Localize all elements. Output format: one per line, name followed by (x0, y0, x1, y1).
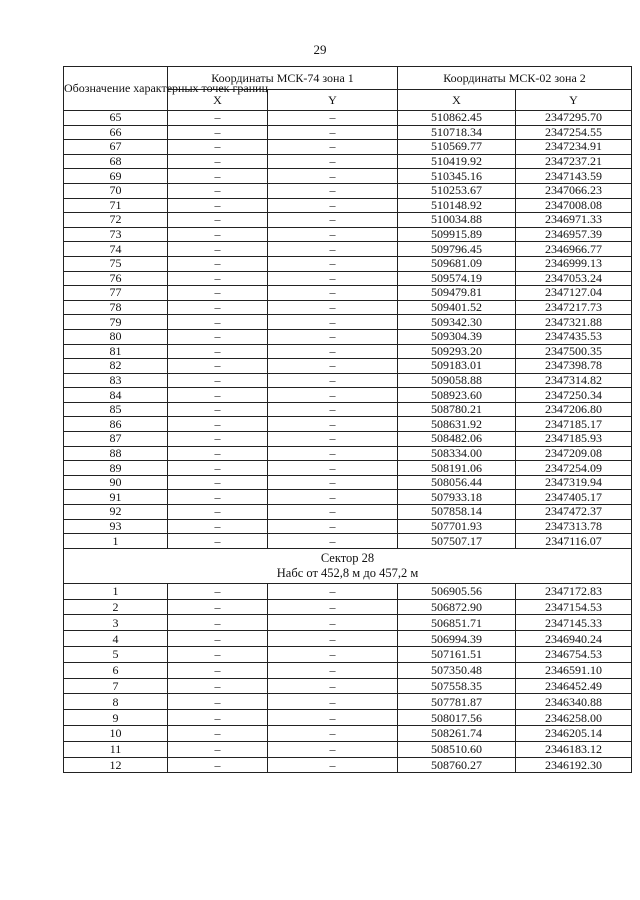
msk74-x-cell: – (168, 213, 268, 228)
msk74-x-cell: – (168, 198, 268, 213)
msk02-y-cell: 2347472.37 (516, 505, 632, 520)
point-cell: 66 (64, 125, 168, 140)
msk74-x-cell: – (168, 490, 268, 505)
msk74-y-cell: – (268, 678, 398, 694)
msk74-x-cell: – (168, 678, 268, 694)
point-cell: 1 (64, 534, 168, 549)
msk74-y-cell: – (268, 402, 398, 417)
point-cell: 92 (64, 505, 168, 520)
point-cell: 87 (64, 432, 168, 447)
point-cell: 6 (64, 662, 168, 678)
msk74-x-cell: – (168, 694, 268, 710)
msk02-y-cell: 2346999.13 (516, 256, 632, 271)
msk74-x-cell: – (168, 344, 268, 359)
msk74-y-cell: – (268, 694, 398, 710)
msk02-y-cell: 2347398.78 (516, 359, 632, 374)
msk02-y-cell: 2347254.55 (516, 125, 632, 140)
msk74-x-cell: – (168, 710, 268, 726)
msk02-x-cell: 510862.45 (398, 111, 516, 126)
msk74-y-cell: – (268, 741, 398, 757)
table-row (64, 647, 632, 663)
table-row (64, 154, 632, 169)
msk74-x-cell: – (168, 446, 268, 461)
msk02-x-cell: 508017.56 (398, 710, 516, 726)
msk74-x-cell: – (168, 662, 268, 678)
table-body-sector-28 (64, 583, 632, 773)
msk74-y-cell: – (268, 432, 398, 447)
msk02-y-cell: 2347053.24 (516, 271, 632, 286)
table-row (64, 505, 632, 520)
table-row (64, 534, 632, 549)
point-cell: 67 (64, 140, 168, 155)
msk02-y-cell: 2347314.82 (516, 373, 632, 388)
point-cell: 5 (64, 647, 168, 663)
msk02-x-cell: 508510.60 (398, 741, 516, 757)
point-cell: 85 (64, 402, 168, 417)
table-row (64, 271, 632, 286)
msk74-x-cell: – (168, 373, 268, 388)
point-cell: 80 (64, 329, 168, 344)
msk02-y-cell: 2347145.33 (516, 615, 632, 631)
header-msk74-x: X (168, 90, 268, 111)
msk02-y-cell: 2346754.53 (516, 647, 632, 663)
msk74-x-cell: – (168, 647, 268, 663)
point-cell: 72 (64, 213, 168, 228)
msk02-y-cell: 2347185.93 (516, 432, 632, 447)
sector-subtitle: Набс от 452,8 м до 457,2 м (276, 565, 419, 580)
msk74-y-cell: – (268, 242, 398, 257)
msk74-x-cell: – (168, 725, 268, 741)
msk74-x-cell: – (168, 286, 268, 301)
msk02-x-cell: 509342.30 (398, 315, 516, 330)
msk02-y-cell: 2347321.88 (516, 315, 632, 330)
msk74-x-cell: – (168, 631, 268, 647)
table-row (64, 461, 632, 476)
msk02-y-cell: 2346205.14 (516, 725, 632, 741)
msk74-y-cell: – (268, 631, 398, 647)
msk74-x-cell: – (168, 388, 268, 403)
sector-header (64, 548, 632, 583)
msk02-y-cell: 2347066.23 (516, 183, 632, 198)
msk02-x-cell: 510345.16 (398, 169, 516, 184)
msk74-y-cell: – (268, 725, 398, 741)
point-cell: 83 (64, 373, 168, 388)
msk02-x-cell: 509304.39 (398, 329, 516, 344)
point-cell: 7 (64, 678, 168, 694)
msk02-y-cell: 2347217.73 (516, 300, 632, 315)
point-cell: 68 (64, 154, 168, 169)
point-cell: 4 (64, 631, 168, 647)
table-body-section-a (64, 111, 632, 549)
msk02-y-cell: 2346258.00 (516, 710, 632, 726)
msk02-y-cell: 2346340.88 (516, 694, 632, 710)
header-msk02-zone2: Координаты МСК-02 зона 2 (398, 67, 632, 90)
msk74-y-cell: – (268, 140, 398, 155)
msk74-x-cell: – (168, 242, 268, 257)
msk02-y-cell: 2347127.04 (516, 286, 632, 301)
msk74-y-cell: – (268, 227, 398, 242)
msk74-y-cell: – (268, 388, 398, 403)
msk02-x-cell: 508923.60 (398, 388, 516, 403)
msk74-x-cell: – (168, 461, 268, 476)
msk74-y-cell: – (268, 662, 398, 678)
point-cell: 11 (64, 741, 168, 757)
table-row (64, 725, 632, 741)
msk74-y-cell: – (268, 359, 398, 374)
msk02-x-cell: 508760.27 (398, 757, 516, 773)
sector-title: Сектор 28 (320, 550, 375, 565)
msk02-y-cell: 2346971.33 (516, 213, 632, 228)
point-cell: 89 (64, 461, 168, 476)
table-row (64, 615, 632, 631)
table-row (64, 125, 632, 140)
point-cell: 69 (64, 169, 168, 184)
msk74-y-cell: – (268, 315, 398, 330)
msk02-y-cell: 2347313.78 (516, 519, 632, 534)
msk74-y-cell: – (268, 125, 398, 140)
table-row (64, 242, 632, 257)
table-row (64, 111, 632, 126)
msk02-y-cell: 2347295.70 (516, 111, 632, 126)
header-msk02-y: Y (516, 90, 632, 111)
msk74-y-cell: – (268, 461, 398, 476)
msk02-y-cell: 2347143.59 (516, 169, 632, 184)
msk02-x-cell: 509401.52 (398, 300, 516, 315)
point-cell: 88 (64, 446, 168, 461)
msk02-x-cell: 509058.88 (398, 373, 516, 388)
msk74-y-cell: – (268, 286, 398, 301)
msk02-y-cell: 2346940.24 (516, 631, 632, 647)
msk74-x-cell: – (168, 271, 268, 286)
msk74-y-cell: – (268, 344, 398, 359)
msk74-y-cell: – (268, 647, 398, 663)
msk02-x-cell: 510419.92 (398, 154, 516, 169)
msk74-x-cell: – (168, 741, 268, 757)
msk02-y-cell: 2346966.77 (516, 242, 632, 257)
msk02-x-cell: 507933.18 (398, 490, 516, 505)
table-row (64, 300, 632, 315)
table-row (64, 432, 632, 447)
table-row (64, 402, 632, 417)
msk74-x-cell: – (168, 475, 268, 490)
msk02-x-cell: 508631.92 (398, 417, 516, 432)
msk74-y-cell: – (268, 490, 398, 505)
point-cell: 73 (64, 227, 168, 242)
msk02-y-cell: 2347206.80 (516, 402, 632, 417)
msk74-x-cell: – (168, 256, 268, 271)
table-row (64, 169, 632, 184)
table-row (64, 315, 632, 330)
msk74-x-cell: – (168, 402, 268, 417)
msk02-y-cell: 2346452.49 (516, 678, 632, 694)
msk02-y-cell: 2347234.91 (516, 140, 632, 155)
msk02-x-cell: 506872.90 (398, 599, 516, 615)
msk02-x-cell: 506905.56 (398, 583, 516, 599)
msk02-x-cell: 510034.88 (398, 213, 516, 228)
msk74-x-cell: – (168, 183, 268, 198)
table-row (64, 757, 632, 773)
table-row (64, 183, 632, 198)
msk02-y-cell: 2347008.08 (516, 198, 632, 213)
msk02-x-cell: 508780.21 (398, 402, 516, 417)
msk02-y-cell: 2347209.08 (516, 446, 632, 461)
msk02-y-cell: 2346957.39 (516, 227, 632, 242)
msk02-x-cell: 508056.44 (398, 475, 516, 490)
msk74-y-cell: – (268, 599, 398, 615)
point-cell: 86 (64, 417, 168, 432)
table-row (64, 198, 632, 213)
point-cell: 84 (64, 388, 168, 403)
msk02-x-cell: 508334.00 (398, 446, 516, 461)
msk74-y-cell: – (268, 710, 398, 726)
msk74-x-cell: – (168, 329, 268, 344)
table-row (64, 359, 632, 374)
table-row (64, 741, 632, 757)
msk02-y-cell: 2346192.30 (516, 757, 632, 773)
msk02-x-cell: 509681.09 (398, 256, 516, 271)
coordinates-table (63, 66, 632, 773)
point-cell: 9 (64, 710, 168, 726)
msk74-y-cell: – (268, 417, 398, 432)
table-row (64, 631, 632, 647)
msk74-x-cell: – (168, 417, 268, 432)
table-row (64, 662, 632, 678)
msk74-y-cell: – (268, 757, 398, 773)
msk02-x-cell: 510718.34 (398, 125, 516, 140)
msk74-y-cell: – (268, 300, 398, 315)
msk02-x-cell: 509915.89 (398, 227, 516, 242)
msk74-y-cell: – (268, 615, 398, 631)
msk74-x-cell: – (168, 227, 268, 242)
msk74-x-cell: – (168, 505, 268, 520)
msk02-x-cell: 507161.51 (398, 647, 516, 663)
table-row (64, 599, 632, 615)
msk74-y-cell: – (268, 183, 398, 198)
msk02-x-cell: 507858.14 (398, 505, 516, 520)
msk02-y-cell: 2347435.53 (516, 329, 632, 344)
msk02-y-cell: 2347319.94 (516, 475, 632, 490)
msk02-y-cell: 2347250.34 (516, 388, 632, 403)
msk74-x-cell: – (168, 534, 268, 549)
msk74-y-cell: – (268, 475, 398, 490)
msk74-x-cell: – (168, 169, 268, 184)
header-msk02-x: X (398, 90, 516, 111)
sector-caption (64, 548, 632, 583)
table-row (64, 417, 632, 432)
msk74-x-cell: – (168, 125, 268, 140)
point-cell: 10 (64, 725, 168, 741)
table-row (64, 227, 632, 242)
table-row (64, 344, 632, 359)
msk74-y-cell: – (268, 169, 398, 184)
msk02-y-cell: 2347237.21 (516, 154, 632, 169)
msk02-x-cell: 508191.06 (398, 461, 516, 476)
table-row (64, 678, 632, 694)
msk74-y-cell: – (268, 373, 398, 388)
msk02-y-cell: 2347154.53 (516, 599, 632, 615)
msk74-y-cell: – (268, 198, 398, 213)
msk02-x-cell: 510569.77 (398, 140, 516, 155)
msk02-y-cell: 2347185.17 (516, 417, 632, 432)
point-cell: 93 (64, 519, 168, 534)
msk02-x-cell: 507781.87 (398, 694, 516, 710)
point-cell: 76 (64, 271, 168, 286)
msk74-x-cell: – (168, 300, 268, 315)
point-cell: 78 (64, 300, 168, 315)
msk02-x-cell: 508261.74 (398, 725, 516, 741)
point-cell: 1 (64, 583, 168, 599)
msk02-x-cell: 508482.06 (398, 432, 516, 447)
point-cell: 81 (64, 344, 168, 359)
point-cell: 74 (64, 242, 168, 257)
point-cell: 91 (64, 490, 168, 505)
msk74-x-cell: – (168, 519, 268, 534)
table-row (64, 140, 632, 155)
table-row (64, 475, 632, 490)
msk02-y-cell: 2347172.83 (516, 583, 632, 599)
msk74-y-cell: – (268, 271, 398, 286)
msk74-y-cell: – (268, 111, 398, 126)
msk02-x-cell: 507701.93 (398, 519, 516, 534)
point-cell: 75 (64, 256, 168, 271)
msk74-x-cell: – (168, 140, 268, 155)
msk74-x-cell: – (168, 599, 268, 615)
msk02-x-cell: 507350.48 (398, 662, 516, 678)
msk02-y-cell: 2347405.17 (516, 490, 632, 505)
msk74-y-cell: – (268, 505, 398, 520)
msk02-x-cell: 510253.67 (398, 183, 516, 198)
msk02-x-cell: 509796.45 (398, 242, 516, 257)
point-cell: 79 (64, 315, 168, 330)
msk02-x-cell: 509293.20 (398, 344, 516, 359)
msk02-y-cell: 2346591.10 (516, 662, 632, 678)
point-cell: 3 (64, 615, 168, 631)
table-row (64, 583, 632, 599)
msk02-x-cell: 507507.17 (398, 534, 516, 549)
page-number: 29 (313, 42, 327, 57)
msk02-x-cell: 506994.39 (398, 631, 516, 647)
msk74-y-cell: – (268, 256, 398, 271)
msk74-x-cell: – (168, 359, 268, 374)
msk02-y-cell: 2347116.07 (516, 534, 632, 549)
header-msk74-zone1: Координаты МСК-74 зона 1 (168, 67, 398, 90)
point-cell: 90 (64, 475, 168, 490)
point-cell: 8 (64, 694, 168, 710)
table-row (64, 490, 632, 505)
header-msk74-y: Y (268, 90, 398, 111)
msk74-x-cell: – (168, 315, 268, 330)
msk02-x-cell: 506851.71 (398, 615, 516, 631)
point-cell: 2 (64, 599, 168, 615)
msk74-y-cell: – (268, 213, 398, 228)
msk74-y-cell: – (268, 534, 398, 549)
msk02-x-cell: 510148.92 (398, 198, 516, 213)
table-row (64, 446, 632, 461)
point-cell: 65 (64, 111, 168, 126)
msk74-x-cell: – (168, 615, 268, 631)
msk74-x-cell: – (168, 111, 268, 126)
msk74-y-cell: – (268, 329, 398, 344)
msk02-y-cell: 2346183.12 (516, 741, 632, 757)
msk02-x-cell: 509479.81 (398, 286, 516, 301)
msk74-y-cell: – (268, 583, 398, 599)
msk02-x-cell: 509183.01 (398, 359, 516, 374)
point-cell: 82 (64, 359, 168, 374)
point-cell: 77 (64, 286, 168, 301)
msk02-x-cell: 507558.35 (398, 678, 516, 694)
point-cell: 12 (64, 757, 168, 773)
msk74-x-cell: – (168, 583, 268, 599)
table-row (64, 388, 632, 403)
point-cell: 71 (64, 198, 168, 213)
table-row (64, 256, 632, 271)
table-row (64, 373, 632, 388)
msk74-y-cell: – (268, 154, 398, 169)
table-row (64, 519, 632, 534)
table-row (64, 286, 632, 301)
table-row (64, 213, 632, 228)
table-row (64, 710, 632, 726)
msk74-x-cell: – (168, 757, 268, 773)
msk02-x-cell: 509574.19 (398, 271, 516, 286)
table-row (64, 694, 632, 710)
msk02-y-cell: 2347500.35 (516, 344, 632, 359)
table-row (64, 329, 632, 344)
msk74-x-cell: – (168, 154, 268, 169)
msk74-y-cell: – (268, 446, 398, 461)
point-cell: 70 (64, 183, 168, 198)
msk74-x-cell: – (168, 432, 268, 447)
msk74-y-cell: – (268, 519, 398, 534)
msk02-y-cell: 2347254.09 (516, 461, 632, 476)
header-point-designation: Обозначение характерных точек границ (64, 67, 168, 111)
